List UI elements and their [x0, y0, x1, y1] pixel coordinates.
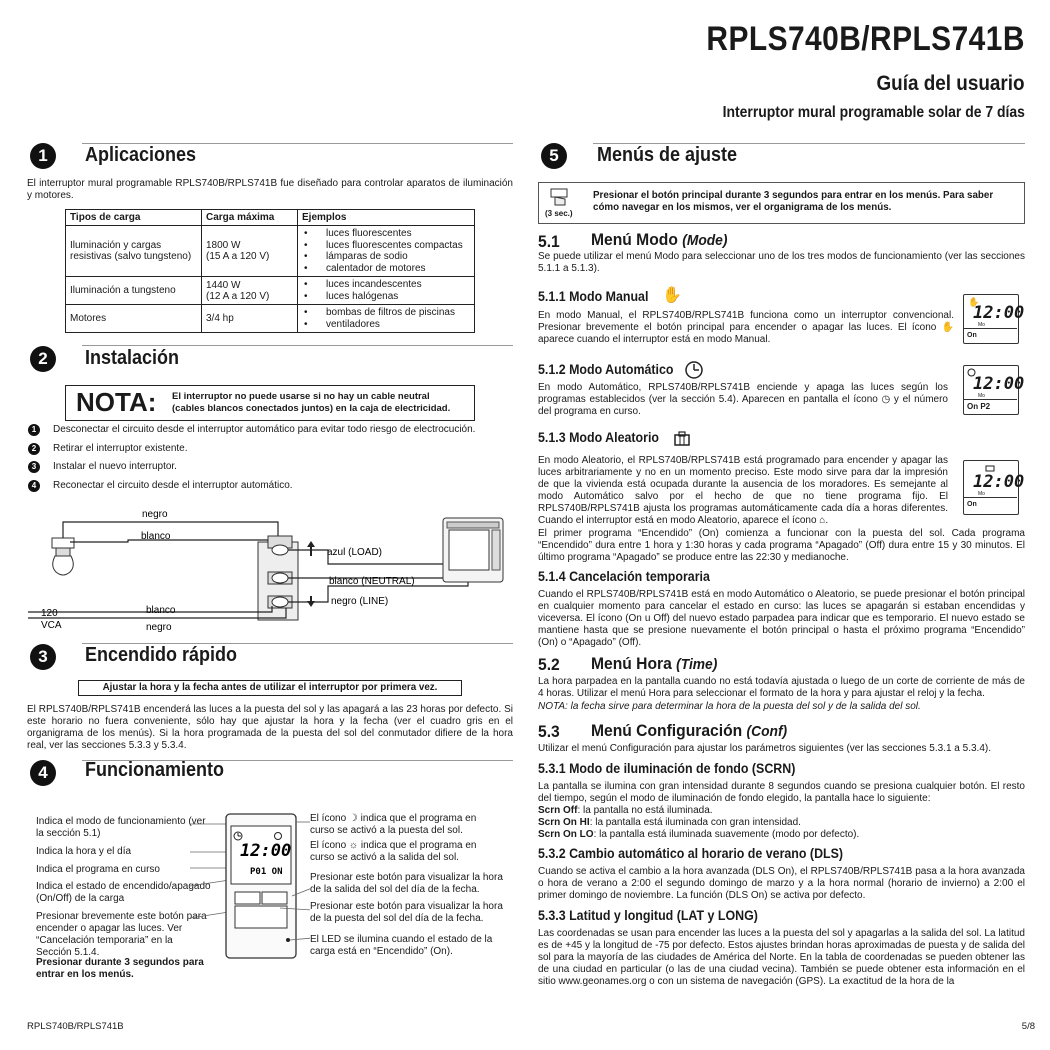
option-key: Scrn On HI — [538, 817, 590, 828]
note-text — [172, 391, 450, 415]
press-button-icon — [549, 187, 571, 207]
hand-icon: ✋ — [968, 297, 980, 307]
table-cell: Iluminación y cargas resistivas (salvo tungsteno) — [66, 226, 202, 277]
table-header: Tipos de carga — [66, 210, 202, 226]
lcd-divider — [964, 399, 1017, 400]
note-box — [65, 385, 475, 421]
table-row — [66, 226, 475, 277]
table-cell — [202, 226, 298, 277]
step-number: 3 — [28, 461, 40, 473]
lcd-manual-mode — [963, 294, 1025, 344]
subsection-5-3-number: 5.3 — [538, 722, 560, 741]
lcd-state: On — [967, 501, 977, 508]
table-cell — [298, 226, 475, 277]
list-item: • luces fluorescentes compactas — [302, 240, 470, 252]
max-load-value: 1440 W — [206, 279, 241, 291]
subsection-5-1-1-title: 5.1.1 Modo Manual — [538, 289, 649, 304]
subsection-5-3-3-text: Las coordenadas se usan para encender las luces a la puesta del sol y apagarlas a la salida del sol. La latitud es de +45 y la longitud de -75 por defecto. Estos ajustes brindan horas aproximadas de puesta y de salida del sol para la mayoría de las ciudades de América del Norte. En la tabla de coordenadas se pueden obtener las de una ciudad en particular (o las de una ciudad vecina). También se puede obtener esta información en el sitio www.geonames.org o con un sistema de navegación (GPS). La exactitud de la hora de la — [538, 928, 1025, 987]
section-1-number: 1 — [30, 143, 56, 169]
wire-label: negro (LINE) — [331, 596, 389, 607]
wire-label: blanco (NEUTRAL) — [329, 576, 415, 587]
list-item: • lámparas de sodio — [302, 251, 470, 263]
page-number: 5/8 — [1021, 1021, 1035, 1032]
wire-label: blanco — [146, 605, 176, 616]
lcd-day: Mo — [978, 322, 985, 328]
table-cell — [202, 277, 298, 305]
table-cell: 3/4 hp — [202, 305, 298, 333]
note-line: (cables blancos conectados juntos) en la caja de electricidad. — [172, 403, 451, 414]
callout-main-button-hold: Presionar durante 3 segundos para entrar en los menús. — [36, 957, 204, 980]
table-cell: Motores — [66, 305, 202, 333]
wiring-diagram — [28, 500, 508, 640]
subsection-5-1-3-text: En modo Aleatorio, el RPLS740B/RPLS741B está programado para encender y apagar las luces arbitrariamente y no en un momento preciso. Este modo sirve para dar la impresión de que la vivienda está ocupada durante la ausencia de los moradores. Es semejante al modo Automático salvo por el hecho de que no tiene programa fijo. El RPLS740B/RPLS741B ajusta los programas automáticamente cada día a horas diferentes. Cuando el interruptor está en modo Aleatorio, aparece el ícono ⌂. — [538, 455, 948, 526]
subsection-5-3-title — [591, 721, 787, 741]
callout-main-button: Presionar brevemente este botón para encender o apagar las luces. Ver “Cancelación temporaria” en la Sección 5.1.4. — [36, 911, 207, 958]
note-label: NOTA: — [76, 387, 157, 417]
subsection-5-2-title — [591, 654, 717, 674]
light-bulb-icon — [52, 538, 74, 575]
subsection-5-2-number: 5.2 — [538, 655, 560, 674]
table-header: Ejemplos — [298, 210, 475, 226]
callout-sunrise-icon: El ícono ☼ indica que el programa en curso se activó a la salida del sol. — [310, 840, 477, 863]
callout-sunset-icon: El ícono ☽ indica que el programa en curso se activó a la puesta del sol. — [310, 813, 477, 836]
table-header: Carga máxima — [202, 210, 298, 226]
section-2-title: Instalación — [85, 347, 180, 369]
press-duration-label: (3 sec.) — [545, 209, 573, 218]
max-load-detail: (15 A a 120 V) — [206, 251, 270, 262]
subsection-5-3-1-title: 5.3.1 Modo de iluminación de fondo (SCRN) — [538, 761, 796, 776]
subsection-5-1-4-text: Cuando el RPLS740B/RPLS741B está en modo Automático o Aleatorio, se puede presionar el botón principal en cualquier momento para cancelar el estado en curso: las luces se apagarán si estaban encendidas y viceversa. El ícono (On u Off) del nuevo estado parpadea para indicar que es temporario. El nuevo estado se mantiene hasta que se presione nuevamente el botón principal o hasta el próximo programa “Encendido” (On) o “Apagado” (Off). — [538, 589, 1025, 648]
subsection-5-1-3-text-2: El primer programa “Encendido” (On) comienza a funcionar con la puesta del sol. Cada programa “Encendido” dura entre 1 hora y 1:30 horas y cada programa “Apagado” (Off) dura entre 15 y 30 minutos. El último programa “Apagado” se produce entre las 22:30 y medianoche. — [538, 528, 1025, 563]
subsection-tag: (Mode) — [682, 232, 728, 249]
subsection-title-text: Menú Hora — [591, 654, 672, 673]
menu-entry-box — [538, 182, 1025, 224]
callout-sunset-button: Presionar este botón para visualizar la hora de la puesta del sol del día de la fecha. — [310, 901, 503, 924]
wire-label: blanco — [141, 531, 171, 542]
step-text: Reconectar el circuito desde el interruptor automático. — [53, 480, 293, 491]
option-desc: : la pantalla está iluminada suavemente (modo por defecto). — [593, 829, 860, 840]
callout-program: Indica el programa en curso — [36, 864, 160, 875]
table-cell — [298, 305, 475, 333]
subsection-5-3-1-text: La pantalla se ilumina con gran intensidad durante 8 segundos cuando se presiona cualquier botón. El resto del tiempo, según el modo de iluminación de fondo elegido, la pantalla hace lo siguiente: — [538, 781, 1025, 804]
lcd-random-mode — [963, 460, 1025, 515]
voltage-label: 120 — [41, 608, 58, 619]
lcd-state: On — [967, 332, 977, 339]
max-load-detail: (12 A a 120 V) — [206, 290, 270, 302]
list-item: • bombas de filtros de piscinas — [302, 307, 470, 319]
callout-state: Indica el estado de encendido/apagado (On/Off) de la carga — [36, 881, 211, 904]
device-program-readout: P01 ON — [250, 867, 283, 877]
footer-model: RPLS740B/RPLS741B — [27, 1021, 124, 1032]
lcd-divider — [964, 328, 1017, 329]
lcd-day: Mo — [978, 491, 985, 497]
backlight-option — [538, 829, 859, 841]
device-time-readout: 12:00 — [240, 841, 292, 861]
lcd-time: 12:00 — [973, 374, 1025, 394]
guide-title: Guía del usuario — [876, 72, 1025, 95]
load-types-table — [65, 209, 475, 333]
backlight-option — [538, 805, 713, 817]
table-row — [66, 277, 475, 305]
random-mode-icon — [985, 464, 995, 472]
quick-start-text: El RPLS740B/RPLS741B encenderá las luces a la puesta del sol y las apagará a las 23 horas por defecto. Si este horario no fuera conveniente, sólo hay que ajustar la hora y la fecha (ver el cuadro gris en el organigrama de los menús). Si la hora programada de la puesta del sol del conmutador difiere de la hora real, ver las secciones 5.3.3 y 5.3.4. — [27, 704, 513, 751]
voltage-label: VCA — [41, 620, 62, 631]
list-item: • luces halógenas — [302, 291, 470, 303]
subsection-5-3-2-text: Cuando se activa el cambio a la hora avanzada (DLS On), el RPLS740B/RPLS741B pasa a la hora avanzada o hora de verano a 2:00 el segundo domingo de marzo y a la hora normal (horario de invierno) a 2:00 el primer domingo de noviembre. La función (DLS On) se activa por defecto. — [538, 866, 1025, 901]
lcd-time: 12:00 — [973, 472, 1025, 492]
callout-time-day: Indica la hora y el día — [36, 846, 132, 857]
list-item: • ventiladores — [302, 319, 470, 331]
section-4-title: Funcionamiento — [85, 759, 225, 781]
max-load-value: 1800 W — [206, 240, 241, 251]
lcd-day: Mo — [978, 393, 985, 399]
list-item: • luces fluorescentes — [302, 228, 470, 240]
thermostat-device-diagram — [180, 810, 310, 960]
table-row — [66, 305, 475, 333]
callout-sunrise-button: Presionar este botón para visualizar la hora de la salida del sol del día de la fecha. — [310, 872, 503, 895]
option-key: Scrn Off — [538, 805, 578, 816]
guide-subtitle: Interruptor mural programable solar de 7 días — [722, 104, 1025, 121]
lcd-time: 12:00 — [973, 303, 1025, 323]
subsection-title-text: Menú Configuración — [591, 721, 743, 740]
random-mode-icon — [673, 431, 691, 447]
subsection-5-1-4-title: 5.1.4 Cancelación temporaria — [538, 569, 710, 584]
step-number: 1 — [28, 424, 40, 436]
backlight-option — [538, 817, 801, 829]
table-cell: Iluminación a tungsteno — [66, 277, 202, 305]
section-1-title: Aplicaciones — [85, 144, 197, 166]
option-desc: : la pantalla está iluminada con gran intensidad. — [589, 817, 801, 828]
section-3-title: Encendido rápido — [85, 644, 238, 666]
subsection-title-text: Menú Modo — [591, 230, 678, 249]
lcd-divider — [964, 497, 1017, 498]
step-text: Instalar el nuevo interruptor. — [53, 461, 177, 472]
subsection-5-3-2-title: 5.3.2 Cambio automático al horario de verano (DLS) — [538, 846, 844, 861]
document-model-title: RPLS740B/RPLS741B — [706, 20, 1025, 58]
section-4-number: 4 — [30, 760, 56, 786]
lcd-auto-mode — [963, 365, 1025, 415]
wire-label: negro — [146, 622, 172, 633]
subsection-5-1-2-text: En modo Automático, RPLS740B/RPLS741B enciende y apaga las luces según los programas establecidos (ver la sección 5.4). Aparecen en pantalla el ícono ◷ y el número del programa en curso. — [538, 382, 948, 417]
menu-entry-text: Presionar el botón principal durante 3 segundos para entrar en los menús. Para saber cómo navegar en los mismos, ver el organigrama de los menús. — [593, 190, 994, 213]
subsection-5-1-3-title: 5.1.3 Modo Aleatorio — [538, 430, 660, 445]
callout-mode: Indica el modo de funcionamiento (ver la sección 5.1) — [36, 816, 206, 839]
step-text: Desconectar el circuito desde el interruptor automático para evitar todo riesgo de electrocución. — [53, 424, 476, 435]
section-2-number: 2 — [30, 346, 56, 372]
subsection-5-1-number: 5.1 — [538, 232, 560, 251]
wire-label: azul (LOAD) — [327, 547, 383, 558]
callout-led: El LED se ilumina cuando el estado de la carga está en “Encendido” (On). — [310, 934, 493, 957]
subsection-5-1-1-text: En modo Manual, el RPLS740B/RPLS741B funciona como un interruptor convencional. Presionar brevemente el botón principal para encender o apagar las luces. El ícono ✋ aparece cuando el interruptor está en modo Manual. — [538, 310, 954, 345]
step-number: 4 — [28, 480, 40, 492]
subsection-5-1-text: Se puede utilizar el menú Modo para seleccionar uno de los tres modos de funcionamiento (ver las secciones 5.1.1 a 5.1.3). — [538, 251, 1025, 274]
table-header-row — [66, 210, 475, 226]
wire-label: negro — [142, 509, 168, 520]
option-desc: : la pantalla no está iluminada. — [577, 805, 713, 816]
subsection-5-3-text: Utilizar el menú Configuración para ajustar los parámetros siguientes (ver las secciones 5.3.1 a 5.3.4). — [538, 743, 991, 754]
subsection-5-3-3-title: 5.3.3 Latitud y longitud (LAT y LONG) — [538, 908, 758, 923]
step-text: Retirar el interruptor existente. — [53, 443, 188, 454]
note-line: El interruptor no puede usarse si no hay un cable neutral — [172, 391, 430, 402]
section-5-number: 5 — [541, 143, 567, 169]
switch-device-icon — [443, 518, 503, 582]
section-rule — [82, 345, 513, 346]
section-3-number: 3 — [30, 644, 56, 670]
subsection-5-2-text: La hora parpadea en la pantalla cuando no está todavía ajustada o luego de un corte de corriente de más de 4 horas. Utilizar el menú Hora para seleccionar el formato de la hora y para ajustar el reloj y la fecha. — [538, 676, 1025, 699]
step-number: 2 — [28, 443, 40, 455]
list-item: • luces incandescentes — [302, 279, 470, 291]
section-5-title: Menús de ajuste — [597, 144, 738, 166]
table-cell — [298, 277, 475, 305]
subsection-tag: (Time) — [676, 656, 718, 673]
option-key: Scrn On LO — [538, 829, 594, 840]
list-item: • calentador de motores — [302, 263, 470, 275]
lcd-state: On P2 — [967, 402, 991, 411]
subsection-5-1-title — [591, 230, 727, 250]
quick-start-note: Ajustar la hora y la fecha antes de utilizar el interruptor por primera vez. — [78, 680, 462, 696]
subsection-5-2-note: NOTA: la fecha sirve para determinar la hora de la puesta del sol y de la salida del sol. — [538, 701, 921, 712]
hand-icon: ✋ — [662, 287, 682, 304]
section-1-intro: El interruptor mural programable RPLS740B/RPLS741B fue diseñado para controlar aparatos de iluminación y motores. — [27, 178, 513, 201]
clock-icon — [684, 360, 704, 380]
subsection-5-1-2-title: 5.1.2 Modo Automático — [538, 362, 674, 377]
subsection-tag: (Conf) — [746, 723, 788, 740]
